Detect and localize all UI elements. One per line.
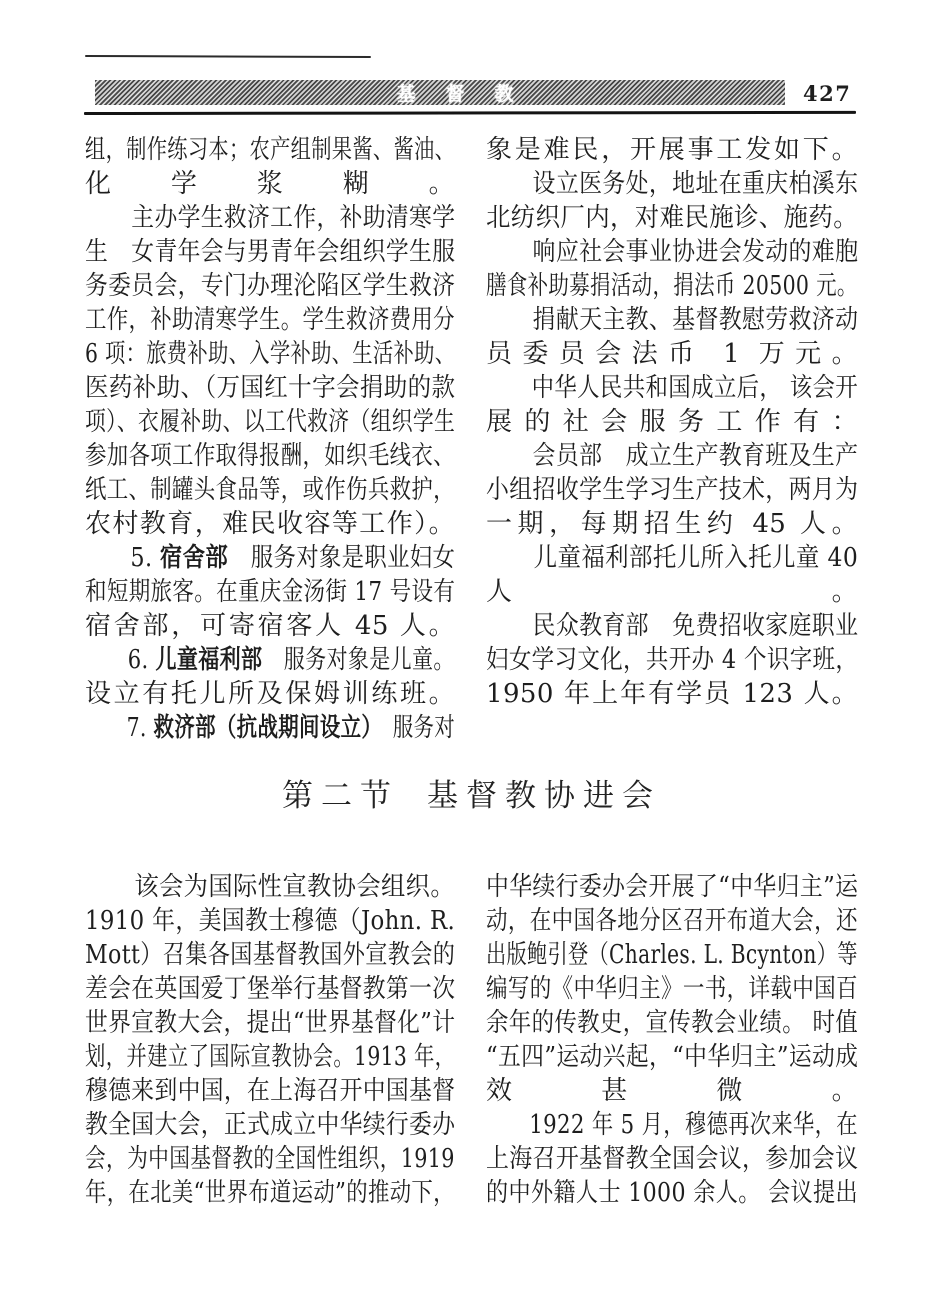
- running-header-band: [95, 80, 785, 105]
- text-line: 展的社会服务工作有：: [486, 407, 858, 437]
- column-lower-right: [486, 870, 858, 1210]
- text-line: 农村教育，难民收容等工作）。: [85, 509, 455, 539]
- text-line: 划，并建立了国际宣教协会。1913 年，: [85, 1042, 456, 1072]
- text-line: 捐献天主教、基督教慰劳救济动: [486, 305, 859, 335]
- text-line: 编写的《中华归主》一书，详载中国百: [486, 974, 858, 1004]
- text-line: 象是难民，开展事工发如下。: [486, 135, 858, 165]
- text-line: 小组招收学生学习生产技术，两月为: [486, 475, 859, 505]
- text-line: 儿童福利部托儿所入托儿童 40: [486, 543, 859, 573]
- text-line: 世界宣教大会，提出“世界基督化”计: [85, 1008, 456, 1038]
- text-line: 出版鲍引登（Charles. L. Bcynton）等: [486, 940, 858, 970]
- text-line: 务委员会，专门办理沦陷区学生救济: [85, 271, 456, 301]
- text-line: 教全国大会，正式成立中华续行委办: [85, 1110, 456, 1140]
- text-line: 的中外籍人士 1000 余人。 会议提出: [486, 1178, 858, 1208]
- text-line: 参加各项工作取得报酬，如织毛线衣、: [85, 441, 455, 471]
- text-line: 工作，补助清寒学生。学生救济费用分: [85, 305, 455, 335]
- text-line: 会，为中国基督教的全国性组织，1919: [85, 1144, 455, 1174]
- header-rule: [84, 111, 856, 115]
- text-line: 年，在北美“世界布道运动”的推动下，: [85, 1178, 455, 1208]
- text-line: 项）、衣履补助、以工代救济（组织学生: [85, 407, 456, 437]
- text-line: 北纺织厂内，对难民施诊、施药。: [486, 203, 859, 233]
- text-line: 该会为国际性宣教协会组织。: [85, 872, 456, 902]
- text-line: 1950 年上年有学员 123 人。: [486, 679, 858, 709]
- text-line: 纸工、制罐头食品等，或作伤兵救护，: [85, 475, 455, 505]
- text-line: 会员部 成立生产教育班及生产: [486, 441, 859, 471]
- text-line: 民众教育部 免费招收家庭职业: [486, 611, 859, 641]
- text-line: 生 女青年会与男青年会组织学生服: [85, 237, 456, 267]
- text-line: “五四”运动兴起，“中华归主”运动成: [486, 1042, 859, 1072]
- text-line: 5. 宿舍部 服务对象是职业妇女: [85, 543, 456, 573]
- text-line: 人。: [486, 577, 858, 607]
- text-line: 中华续行委办会开展了“中华归主”运: [486, 872, 859, 902]
- text-line: 穆德来到中国，在上海召开中国基督: [85, 1076, 456, 1106]
- column-lower-left: [85, 870, 455, 1210]
- text-line: 响应社会事业协进会发动的难胞: [486, 237, 859, 267]
- column-upper-left: [85, 133, 455, 745]
- text-line: 6 项：旅费补助、入学补助、生活补助、: [85, 339, 456, 369]
- text-line: 1922 年 5 月，穆德再次来华，在: [486, 1110, 858, 1140]
- text-line: 差会在英国爱丁堡举行基督教第一次: [85, 974, 456, 1004]
- text-line: 效甚微。: [486, 1076, 858, 1106]
- text-line: 1910 年，美国教士穆德（John. R.: [85, 906, 456, 936]
- text-line: 主办学生救济工作，补助清寒学: [85, 203, 456, 233]
- text-line: 6. 儿童福利部 服务对象是儿童。: [85, 645, 455, 675]
- text-line: 化学浆糊。: [85, 169, 455, 199]
- text-line: 妇女学习文化，共开办 4 个识字班，: [486, 645, 859, 675]
- text-line: 中华人民共和国成立后， 该会开: [486, 373, 859, 403]
- section-title: 基督教协进会: [427, 778, 661, 814]
- running-header-title: 基督教: [396, 83, 544, 105]
- text-line: 7. 救济部（抗战期间设立） 服务对: [85, 713, 456, 743]
- text-line: 组，制作练习本；农产组制果酱、酱油、: [85, 135, 456, 165]
- page-number: 427: [803, 81, 852, 106]
- section-number: 第二节: [282, 778, 399, 814]
- text-line: 和短期旅客。在重庆金汤街 17 号设有: [85, 577, 456, 607]
- text-line: 上海召开基督教全国会议，参加会议: [486, 1144, 859, 1174]
- text-line: 动，在中国各地分区召开布道大会，还: [486, 906, 858, 936]
- text-line: 余年的传教史，宣传教会业绩。 时值: [486, 1008, 859, 1038]
- text-line: 宿舍部，可寄宿客人 45 人。: [85, 611, 455, 641]
- text-line: 员委员会法币 1 万元。: [486, 339, 858, 369]
- text-line: Mott）召集各国基督教国外宣教会的: [85, 940, 456, 970]
- text-line: 设立有托儿所及保姆训练班。: [85, 679, 455, 709]
- column-upper-right: [486, 133, 858, 711]
- text-line: 设立医务处，地址在重庆柏溪东: [486, 169, 859, 199]
- text-line: 一期，每期招生约 45 人。: [486, 509, 858, 539]
- section-heading: [85, 774, 858, 818]
- scan-artifact-line: [85, 55, 371, 58]
- text-line: 膳食补助募捐活动，捐法币 20500 元。: [486, 271, 858, 301]
- text-line: 医药补助、（万国红十字会捐助的款: [85, 373, 456, 403]
